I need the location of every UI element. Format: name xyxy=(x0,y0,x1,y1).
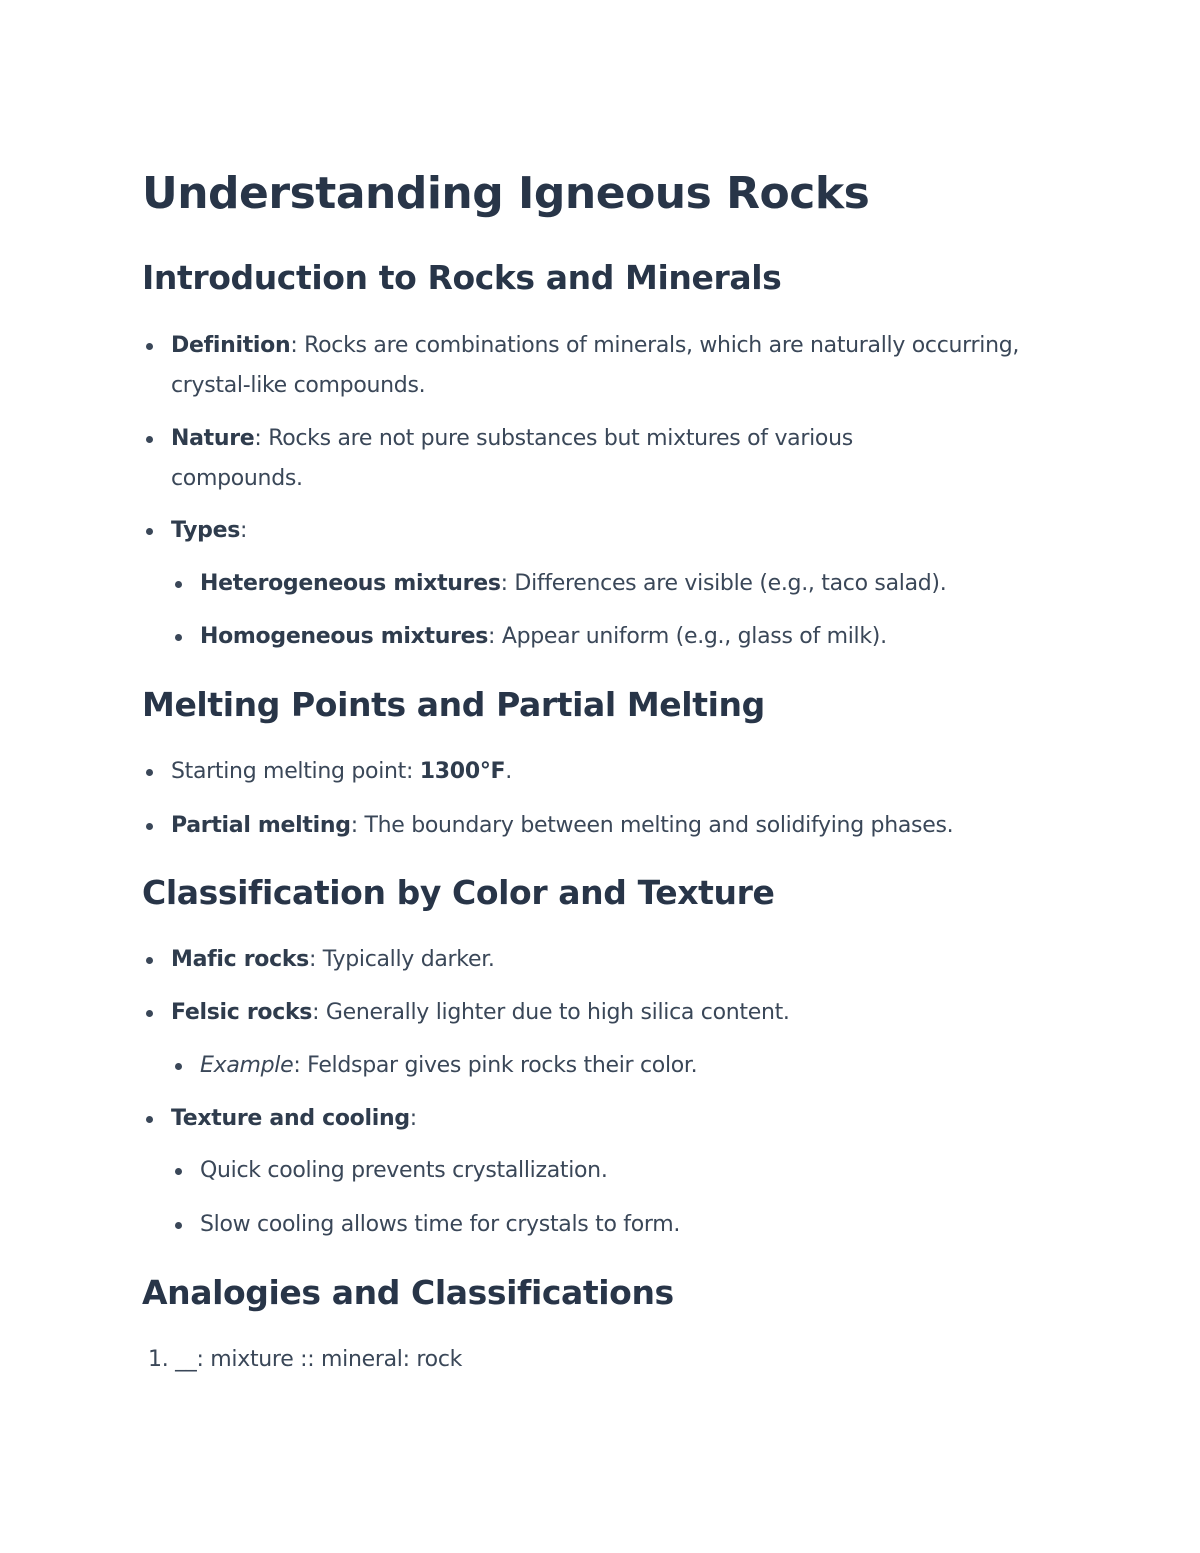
list-item-example xyxy=(200,1046,1060,1086)
term-label: Texture and cooling xyxy=(171,1106,410,1131)
list-item-partial-melting xyxy=(171,806,1031,846)
item-text: Starting melting point: xyxy=(171,759,420,784)
term-text: : Differences are visible (e.g., taco salad). xyxy=(500,571,947,596)
melting-temperature: 1300°F xyxy=(419,759,506,784)
term-label: Definition xyxy=(171,333,291,358)
section-heading-analogies: Analogies and Classifications xyxy=(142,1273,674,1312)
term-text: : xyxy=(240,518,248,543)
list-item-felsic xyxy=(171,993,1031,1033)
term-text: : Generally lighter due to high silica content. xyxy=(312,1000,790,1025)
list-item-heterogeneous xyxy=(200,564,1060,604)
list-item-slow-cooling xyxy=(200,1205,1060,1245)
section-heading-melting: Melting Points and Partial Melting xyxy=(142,685,765,724)
term-label: Homogeneous mixtures xyxy=(200,624,489,649)
item-text: Slow cooling allows time for crystals to form. xyxy=(200,1212,681,1237)
list-item-homogeneous xyxy=(200,617,1060,657)
list-item-quick-cooling xyxy=(200,1151,1060,1191)
list-item-texture xyxy=(171,1099,1031,1139)
list-item-nature xyxy=(171,419,971,499)
term-text: : Typically darker. xyxy=(308,947,495,972)
term-text: : Rocks are combinations of minerals, which are naturally occurring, crystal-like compounds. xyxy=(171,333,1020,398)
term-label: Types xyxy=(171,518,241,543)
list-item-types xyxy=(171,511,1031,551)
section-heading-classification: Classification by Color and Texture xyxy=(142,873,775,912)
example-label: Example xyxy=(200,1053,294,1078)
term-text: : Appear uniform (e.g., glass of milk). xyxy=(488,624,887,649)
list-item-definition xyxy=(171,326,1031,406)
document-title: Understanding Igneous Rocks xyxy=(142,168,870,219)
term-label: Mafic rocks xyxy=(171,947,309,972)
term-label: Nature xyxy=(171,426,255,451)
item-suffix: . xyxy=(505,759,512,784)
term-label: Heterogeneous mixtures xyxy=(200,571,501,596)
list-item-mafic xyxy=(171,940,1031,980)
term-text: : Feldspar gives pink rocks their color. xyxy=(293,1053,698,1078)
term-text: : xyxy=(409,1106,417,1131)
term-text: : The boundary between melting and solidifying phases. xyxy=(350,813,954,838)
list-item-melting-point xyxy=(171,752,1031,792)
section-heading-introduction: Introduction to Rocks and Minerals xyxy=(142,258,782,297)
term-label: Felsic rocks xyxy=(171,1000,313,1025)
item-text: __: mixture :: mineral: rock xyxy=(175,1347,463,1372)
numbered-item-analogy xyxy=(148,1340,462,1380)
item-text: Quick cooling prevents crystallization. xyxy=(200,1158,608,1183)
term-label: Partial melting xyxy=(171,813,351,838)
item-number: 1. xyxy=(148,1347,169,1372)
term-text: : Rocks are not pure substances but mixtures of various compounds. xyxy=(171,426,853,491)
